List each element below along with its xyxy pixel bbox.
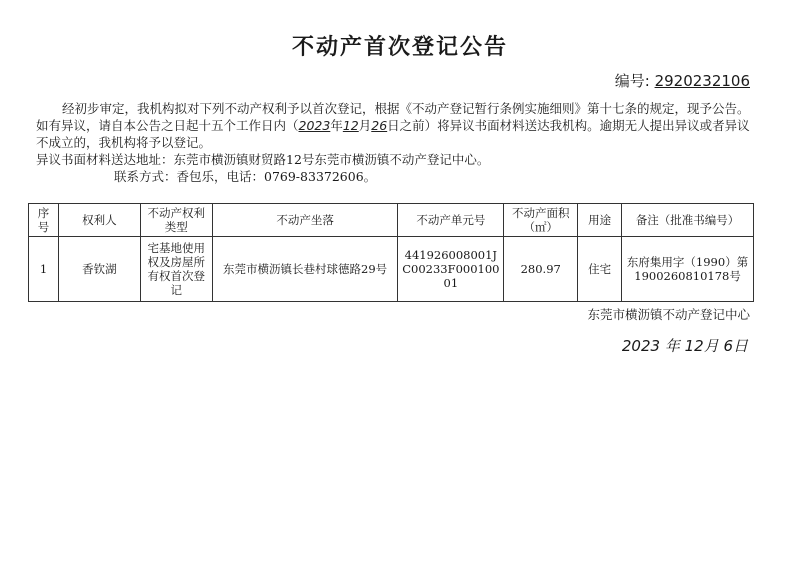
deadline-year: 2023	[298, 118, 331, 133]
header-location: 不动产坐落	[212, 204, 398, 237]
deadline-month: 12	[342, 118, 359, 133]
header-unit-number: 不动产单元号	[398, 204, 504, 237]
paragraph-text-part1: 经初步审定，我机构拟对下列不动产权利予以首次登记，根据《不动产登记暂行条例实施细则》第十七条的规定，现予公告。如有异议，请自本公告之日起十五个工作日内（	[36, 101, 750, 133]
cell-remarks: 东府集用字（1990）第1900260810178号	[622, 237, 754, 302]
month-suffix: 月	[358, 118, 372, 133]
year-suffix: 年	[330, 118, 343, 133]
header-index: 序号	[29, 204, 59, 237]
contact-info: 联系方式：香包乐，电话：0769-83372606。	[114, 169, 377, 184]
header-right-type: 不动产权利类型	[140, 204, 212, 237]
paragraph-text-part2: 日之前）将异议书面材料送达我机构。逾期无人提出异议或者异议不成立的，我机构将予以登记。	[36, 118, 750, 150]
cell-index: 1	[29, 237, 59, 302]
header-remarks: 备注（批准书编号）	[622, 204, 754, 237]
cell-owner: 香钦湖	[58, 237, 140, 302]
cell-usage: 住宅	[578, 237, 622, 302]
header-owner: 权利人	[58, 204, 140, 237]
page-title: 不动产首次登记公告	[291, 35, 508, 60]
cell-area: 280.97	[504, 237, 578, 302]
deadline-day: 26	[371, 118, 388, 133]
issue-date: 2023 年 12月 6日	[621, 337, 748, 355]
objection-paragraph	[36, 100, 756, 151]
table-header-row	[29, 204, 754, 237]
objection-address: 异议书面材料送达地址：东莞市横沥镇财贸路12号东莞市横沥镇不动产登记中心。	[36, 152, 490, 167]
cell-right-type: 宅基地使用权及房屋所有权首次登记	[140, 237, 212, 302]
table-row	[29, 237, 754, 302]
cell-unit-number: 441926008001JC00233F00010001	[398, 237, 504, 302]
document-number-label: 编号:	[614, 72, 650, 90]
cell-location: 东莞市横沥镇长巷村球德路29号	[212, 237, 398, 302]
registration-table	[28, 203, 754, 302]
document-number-value: 2920232106	[654, 72, 750, 90]
issuing-organization: 东莞市横沥镇不动产登记中心	[587, 307, 750, 322]
document-number	[615, 70, 750, 91]
header-area: 不动产面积（㎡）	[504, 204, 578, 237]
announcement-body	[36, 100, 756, 185]
header-usage: 用途	[578, 204, 622, 237]
